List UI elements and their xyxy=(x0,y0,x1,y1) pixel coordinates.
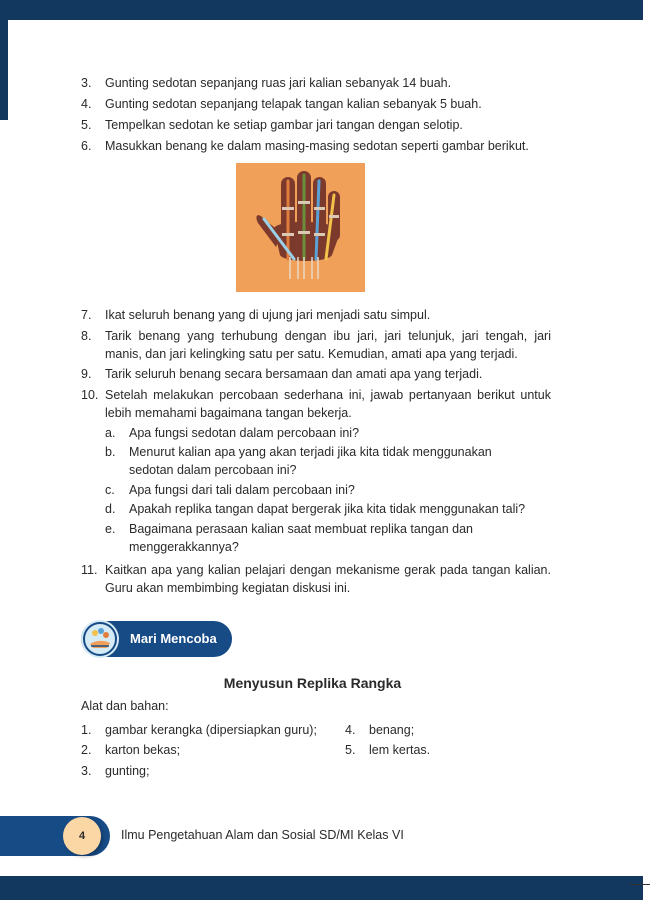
hand-illustration xyxy=(236,163,365,292)
step-number: 7. xyxy=(81,308,92,322)
step-item xyxy=(81,116,551,134)
question-letter: e. xyxy=(105,522,116,536)
step-number: 11. xyxy=(81,563,98,577)
question-item xyxy=(105,500,545,518)
material-item xyxy=(345,721,414,739)
step-item xyxy=(81,561,551,597)
material-number: 5. xyxy=(345,743,356,757)
step-number: 4. xyxy=(81,97,92,111)
material-item xyxy=(81,741,180,759)
material-number: 4. xyxy=(345,723,356,737)
step-text: Kaitkan apa yang kalian pelajari dengan mekanisme gerak pada tangan kalian. Guru akan membimbing kegiatan diskusi ini. xyxy=(105,563,551,595)
material-number: 3. xyxy=(81,764,92,778)
question-text: Apa fungsi sedotan dalam percobaan ini? xyxy=(129,426,360,440)
step-item xyxy=(81,74,551,92)
question-letter: b. xyxy=(105,445,116,459)
step-text: Tarik benang yang terhubung dengan ibu jari, jari telunjuk, jari tengah, jari manis, dan jari kelingking satu per satu. Kemudian, amati apa yang terjadi. xyxy=(105,329,551,361)
material-text: karton bekas; xyxy=(105,743,181,757)
question-text: Apakah replika tangan dapat bergerak jika kita tidak menggunakan tali? xyxy=(129,502,526,516)
step-item xyxy=(81,327,551,363)
question-item xyxy=(105,424,545,442)
material-item xyxy=(81,762,149,780)
material-text: benang; xyxy=(369,723,415,737)
material-text: gambar kerangka (dipersiapkan guru); xyxy=(105,723,317,737)
question-letter: c. xyxy=(105,483,115,497)
step-text: Gunting sedotan sepanjang ruas jari kalian sebanyak 14 buah. xyxy=(105,76,452,90)
step-text: Gunting sedotan sepanjang telapak tangan kalian sebanyak 5 buah. xyxy=(105,97,482,111)
question-item xyxy=(105,481,545,499)
crop-mark xyxy=(630,884,650,885)
footer-book-title: Ilmu Pengetahuan Alam dan Sosial SD/MI Kelas VI xyxy=(121,828,404,842)
step-number: 5. xyxy=(81,118,92,132)
material-text: lem kertas. xyxy=(369,743,431,757)
step-text: Ikat seluruh benang yang di ujung jari menjadi satu simpul. xyxy=(105,308,431,322)
hands-experiment-icon xyxy=(83,622,117,656)
step-item xyxy=(81,365,551,383)
question-letter: a. xyxy=(105,426,116,440)
question-text: Menurut kalian apa yang akan terjadi jika kita tidak menggunakan sedotan dalam percobaan ini? xyxy=(129,445,492,477)
material-item xyxy=(81,721,317,739)
bottom-band xyxy=(0,876,643,900)
materials-heading: Alat dan bahan: xyxy=(81,699,169,713)
step-item xyxy=(81,137,551,155)
step-item xyxy=(81,95,551,113)
question-text: Apa fungsi dari tali dalam percobaan ini? xyxy=(129,483,355,497)
step-text: Setelah melakukan percobaan sederhana ini, jawab pertanyaan berikut untuk lebih memahami bagaimana tangan bekerja. xyxy=(105,388,551,420)
material-number: 2. xyxy=(81,743,92,757)
page-number: 4 xyxy=(63,817,101,855)
material-item xyxy=(345,741,430,759)
step-number: 10. xyxy=(81,388,99,402)
step-text: Masukkan benang ke dalam masing-masing sedotan seperti gambar berikut. xyxy=(105,139,529,153)
step-number: 9. xyxy=(81,367,92,381)
step-number: 8. xyxy=(81,329,92,343)
question-letter: d. xyxy=(105,502,116,516)
step-text: Tempelkan sedotan ke setiap gambar jari tangan dengan selotip. xyxy=(105,118,463,132)
step-number: 3. xyxy=(81,76,92,90)
step-number: 6. xyxy=(81,139,92,153)
material-text: gunting; xyxy=(105,764,150,778)
step-text: Tarik seluruh benang secara bersamaan dan amati apa yang terjadi. xyxy=(105,367,483,381)
material-number: 1. xyxy=(81,723,92,737)
experiment-icon-graphic xyxy=(85,624,115,654)
step-item xyxy=(81,306,551,324)
activity-badge-label: Mari Mencoba xyxy=(130,631,217,646)
question-text: Bagaimana perasaan kalian saat membuat replika tangan dan menggerakkannya? xyxy=(129,522,473,554)
question-item xyxy=(105,520,505,556)
hand-replica-figure xyxy=(236,163,365,292)
question-item xyxy=(105,443,515,479)
section-title: Menyusun Replika Rangka xyxy=(223,675,402,691)
step-item xyxy=(81,386,551,422)
